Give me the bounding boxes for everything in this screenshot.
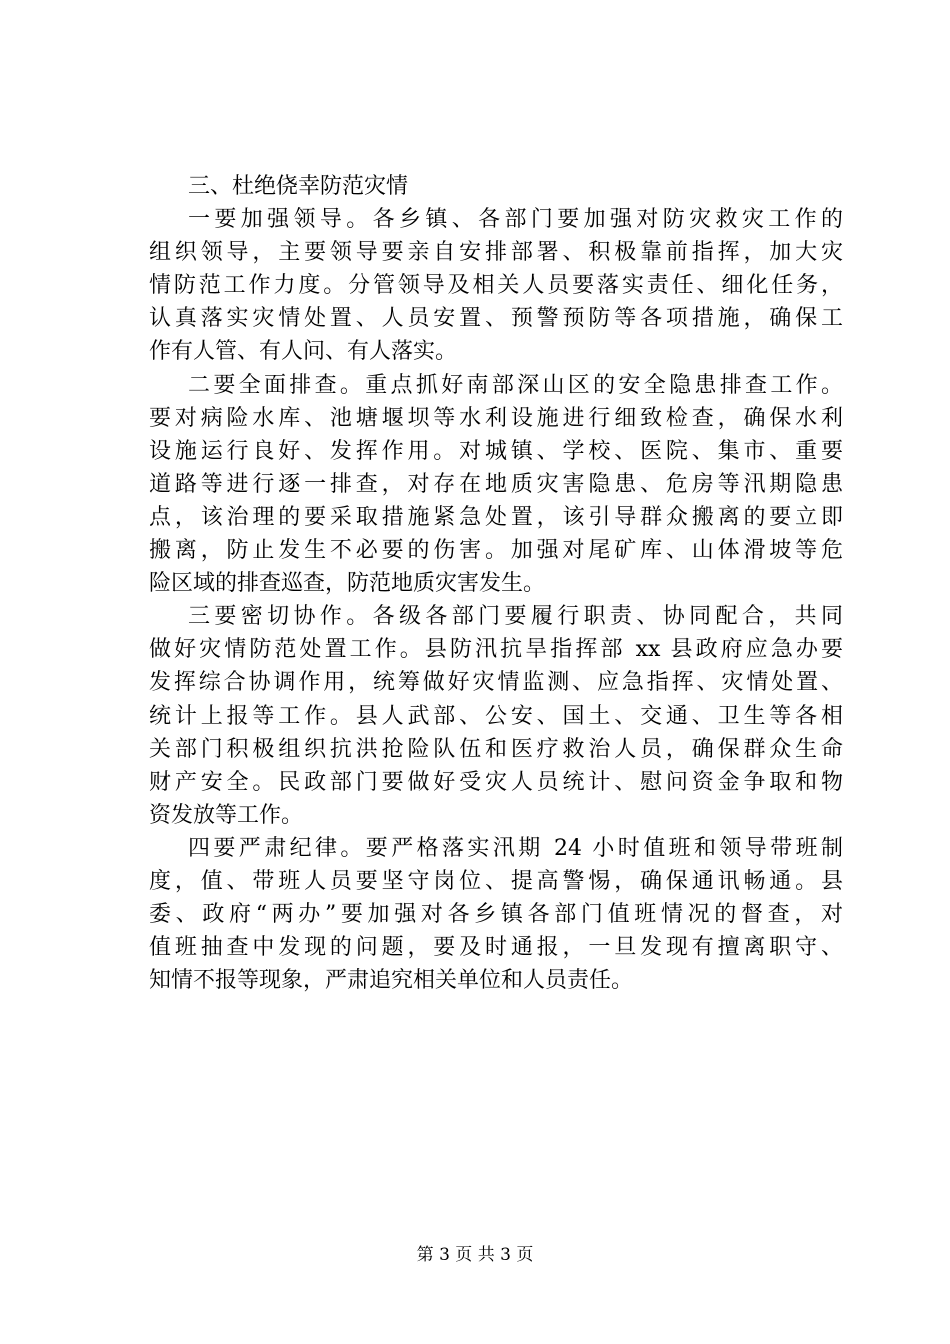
paragraph-first-line: 四要严肃纪律。要严格落实汛期 24 小时值班和领导带班制 bbox=[188, 835, 843, 861]
paragraph-line: 值班抽查中发现的问题，要及时通报，一旦发现有擅离职守、 bbox=[149, 935, 843, 961]
page-number-footer: 第 3 页 共 3 页 bbox=[416, 1245, 534, 1265]
document-body bbox=[149, 170, 843, 997]
paragraph-line: 做好灾情防范处置工作。县防汛抗旱指挥部 xx 县政府应急办要 bbox=[149, 637, 843, 663]
paragraph-line: 作有人管、有人问、有人落实。 bbox=[149, 339, 458, 365]
paragraph-line: 关部门积极组织抗洪抢险队伍和医疗救治人员，确保群众生命 bbox=[149, 736, 843, 762]
paragraph-line: 情防范工作力度。分管领导及相关人员要落实责任、细化任务， bbox=[149, 273, 843, 299]
paragraph-line: 资发放等工作。 bbox=[149, 802, 304, 828]
paragraph-first-line: 二要全面排查。重点抓好南部深山区的安全隐患排查工作。 bbox=[188, 372, 843, 398]
paragraph-line: 知情不报等现象，严肃追究相关单位和人员责任。 bbox=[149, 968, 634, 994]
paragraph-line: 组织领导，主要领导要亲自安排部署、积极靠前指挥，加大灾 bbox=[149, 240, 843, 266]
paragraph-line: 统计上报等工作。县人武部、公安、国土、交通、卫生等各相 bbox=[149, 703, 843, 729]
paragraph-line: 委、政府“两办”要加强对各乡镇各部门值班情况的督查，对 bbox=[149, 902, 843, 928]
paragraph-line: 险区域的排查巡查，防范地质灾害发生。 bbox=[149, 571, 546, 597]
paragraph-first-line: 三要密切协作。各级各部门要履行职责、协同配合，共同 bbox=[188, 604, 843, 630]
section-heading: 三、杜绝侥幸防范灾情 bbox=[188, 174, 409, 199]
paragraph-line: 点，该治理的要采取措施紧急处置，该引导群众搬离的要立即 bbox=[149, 504, 843, 530]
paragraph-line: 认真落实灾情处置、人员安置、预警预防等各项措施，确保工 bbox=[149, 306, 843, 332]
paragraph-line: 搬离，防止发生不必要的伤害。加强对尾矿库、山体滑坡等危 bbox=[149, 538, 843, 564]
paragraph-line: 要对病险水库、池塘堰坝等水利设施进行细致检查，确保水利 bbox=[149, 405, 843, 431]
paragraph-line: 度，值、带班人员要坚守岗位、提高警惕，确保通讯畅通。县 bbox=[149, 868, 843, 894]
paragraph-line: 设施运行良好、发挥作用。对城镇、学校、医院、集市、重要 bbox=[149, 438, 843, 464]
paragraph-line: 道路等进行逐一排查，对存在地质灾害隐患、危房等汛期隐患 bbox=[149, 471, 843, 497]
paragraph-first-line: 一要加强领导。各乡镇、各部门要加强对防灾救灾工作的 bbox=[188, 207, 843, 233]
paragraph-line: 发挥综合协调作用，统筹做好灾情监测、应急指挥、灾情处置、 bbox=[149, 670, 843, 696]
paragraph-line: 财产安全。民政部门要做好受灾人员统计、慰问资金争取和物 bbox=[149, 769, 843, 795]
